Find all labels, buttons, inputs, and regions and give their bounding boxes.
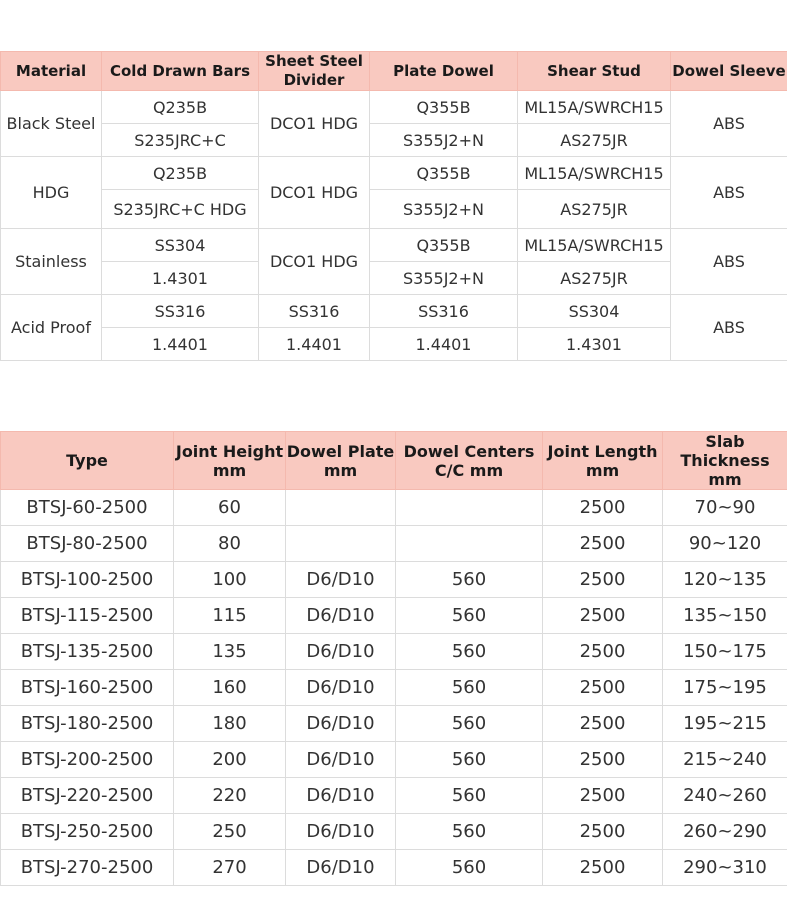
joint-length-cell: 2500 bbox=[543, 634, 663, 670]
cold-drawn-cell: Q235B bbox=[102, 91, 259, 124]
dowel-centers-cell: 560 bbox=[396, 850, 543, 886]
cold-drawn-cell: 1.4401 bbox=[102, 328, 259, 361]
slab-thickness-cell: 290~310 bbox=[663, 850, 787, 886]
header-cold-drawn-bars: Cold Drawn Bars bbox=[102, 52, 259, 91]
dowel-centers-cell: 560 bbox=[396, 814, 543, 850]
table-row bbox=[1, 706, 787, 742]
table-row bbox=[1, 778, 787, 814]
dowel-plate-cell: D6/D10 bbox=[286, 670, 396, 706]
plate-dowel-cell: Q355B bbox=[370, 157, 518, 190]
shear-stud-cell: ML15A/SWRCH15 bbox=[518, 229, 671, 262]
slab-thickness-cell: 175~195 bbox=[663, 670, 787, 706]
dowel-centers-cell: 560 bbox=[396, 634, 543, 670]
shear-stud-cell: AS275JR bbox=[518, 190, 671, 229]
header-joint-height: Joint Height mm bbox=[174, 432, 286, 490]
type-cell: BTSJ-135-2500 bbox=[1, 634, 174, 670]
header-sheet-steel-divider: Sheet Steel Divider bbox=[259, 52, 370, 91]
plate-dowel-cell: 1.4401 bbox=[370, 328, 518, 361]
dowel-sleeve-cell: ABS bbox=[671, 295, 787, 361]
plate-dowel-cell: S355J2+N bbox=[370, 124, 518, 157]
dowel-centers-cell bbox=[396, 526, 543, 562]
dowel-centers-cell: 560 bbox=[396, 742, 543, 778]
dowel-centers-cell: 560 bbox=[396, 562, 543, 598]
joint-height-cell: 60 bbox=[174, 490, 286, 526]
joint-height-cell: 135 bbox=[174, 634, 286, 670]
slab-thickness-cell: 150~175 bbox=[663, 634, 787, 670]
joint-height-cell: 80 bbox=[174, 526, 286, 562]
table-row bbox=[1, 562, 787, 598]
joint-height-cell: 200 bbox=[174, 742, 286, 778]
type-cell: BTSJ-200-2500 bbox=[1, 742, 174, 778]
dowel-sleeve-cell: ABS bbox=[671, 229, 787, 295]
table-row bbox=[1, 262, 787, 295]
table-row bbox=[1, 598, 787, 634]
table-row bbox=[1, 742, 787, 778]
spec-table bbox=[0, 431, 787, 886]
sheet-steel-cell: DCO1 HDG bbox=[259, 157, 370, 229]
joint-height-cell: 220 bbox=[174, 778, 286, 814]
materials-table bbox=[0, 51, 787, 361]
shear-stud-cell: ML15A/SWRCH15 bbox=[518, 157, 671, 190]
table-row bbox=[1, 850, 787, 886]
sheet-steel-cell: 1.4401 bbox=[259, 328, 370, 361]
dowel-plate-cell: D6/D10 bbox=[286, 562, 396, 598]
plate-dowel-cell: S355J2+N bbox=[370, 190, 518, 229]
table-row bbox=[1, 229, 787, 262]
dowel-plate-cell: D6/D10 bbox=[286, 598, 396, 634]
cold-drawn-cell: SS316 bbox=[102, 295, 259, 328]
shear-stud-cell: AS275JR bbox=[518, 124, 671, 157]
table-row bbox=[1, 157, 787, 190]
dowel-centers-cell: 560 bbox=[396, 598, 543, 634]
slab-thickness-cell: 90~120 bbox=[663, 526, 787, 562]
material-cell: Stainless bbox=[1, 229, 102, 295]
shear-stud-cell: AS275JR bbox=[518, 262, 671, 295]
material-cell: Acid Proof bbox=[1, 295, 102, 361]
dowel-plate-cell: D6/D10 bbox=[286, 814, 396, 850]
cold-drawn-cell: S235JRC+C HDG bbox=[102, 190, 259, 229]
joint-height-cell: 100 bbox=[174, 562, 286, 598]
dowel-sleeve-cell: ABS bbox=[671, 91, 787, 157]
type-cell: BTSJ-60-2500 bbox=[1, 490, 174, 526]
header-plate-dowel: Plate Dowel bbox=[370, 52, 518, 91]
joint-height-cell: 115 bbox=[174, 598, 286, 634]
type-cell: BTSJ-180-2500 bbox=[1, 706, 174, 742]
joint-length-cell: 2500 bbox=[543, 814, 663, 850]
dowel-plate-cell: D6/D10 bbox=[286, 742, 396, 778]
slab-thickness-cell: 135~150 bbox=[663, 598, 787, 634]
joint-height-cell: 160 bbox=[174, 670, 286, 706]
type-cell: BTSJ-100-2500 bbox=[1, 562, 174, 598]
type-cell: BTSJ-220-2500 bbox=[1, 778, 174, 814]
table-row bbox=[1, 526, 787, 562]
header-joint-length: Joint Length mm bbox=[543, 432, 663, 490]
joint-length-cell: 2500 bbox=[543, 490, 663, 526]
dowel-plate-cell bbox=[286, 526, 396, 562]
joint-length-cell: 2500 bbox=[543, 706, 663, 742]
material-cell: HDG bbox=[1, 157, 102, 229]
sheet-steel-cell: SS316 bbox=[259, 295, 370, 328]
joint-length-cell: 2500 bbox=[543, 778, 663, 814]
slab-thickness-cell: 260~290 bbox=[663, 814, 787, 850]
type-cell: BTSJ-115-2500 bbox=[1, 598, 174, 634]
materials-header-row bbox=[1, 52, 787, 91]
type-cell: BTSJ-80-2500 bbox=[1, 526, 174, 562]
joint-height-cell: 270 bbox=[174, 850, 286, 886]
spec-table-body bbox=[1, 490, 787, 886]
cold-drawn-cell: S235JRC+C bbox=[102, 124, 259, 157]
header-type: Type bbox=[1, 432, 174, 490]
type-cell: BTSJ-250-2500 bbox=[1, 814, 174, 850]
cold-drawn-cell: Q235B bbox=[102, 157, 259, 190]
cold-drawn-cell: 1.4301 bbox=[102, 262, 259, 295]
slab-thickness-cell: 240~260 bbox=[663, 778, 787, 814]
dowel-sleeve-cell: ABS bbox=[671, 157, 787, 229]
spec-header-row bbox=[1, 432, 787, 490]
slab-thickness-cell: 120~135 bbox=[663, 562, 787, 598]
header-dowel-plate: Dowel Plate mm bbox=[286, 432, 396, 490]
table-row bbox=[1, 190, 787, 229]
joint-height-cell: 180 bbox=[174, 706, 286, 742]
plate-dowel-cell: Q355B bbox=[370, 91, 518, 124]
joint-height-cell: 250 bbox=[174, 814, 286, 850]
joint-length-cell: 2500 bbox=[543, 562, 663, 598]
header-shear-stud: Shear Stud bbox=[518, 52, 671, 91]
table-row bbox=[1, 670, 787, 706]
table-row bbox=[1, 634, 787, 670]
header-slab-thickness: Slab Thickness mm bbox=[663, 432, 787, 490]
plate-dowel-cell: SS316 bbox=[370, 295, 518, 328]
table-row bbox=[1, 91, 787, 124]
dowel-centers-cell: 560 bbox=[396, 706, 543, 742]
joint-length-cell: 2500 bbox=[543, 742, 663, 778]
dowel-centers-cell bbox=[396, 490, 543, 526]
slab-thickness-cell: 215~240 bbox=[663, 742, 787, 778]
header-dowel-sleeve: Dowel Sleeve bbox=[671, 52, 787, 91]
shear-stud-cell: ML15A/SWRCH15 bbox=[518, 91, 671, 124]
joint-length-cell: 2500 bbox=[543, 670, 663, 706]
dowel-plate-cell bbox=[286, 490, 396, 526]
dowel-plate-cell: D6/D10 bbox=[286, 706, 396, 742]
cold-drawn-cell: SS304 bbox=[102, 229, 259, 262]
joint-length-cell: 2500 bbox=[543, 850, 663, 886]
slab-thickness-cell: 195~215 bbox=[663, 706, 787, 742]
slab-thickness-cell: 70~90 bbox=[663, 490, 787, 526]
dowel-plate-cell: D6/D10 bbox=[286, 634, 396, 670]
dowel-plate-cell: D6/D10 bbox=[286, 778, 396, 814]
type-cell: BTSJ-270-2500 bbox=[1, 850, 174, 886]
table-row bbox=[1, 328, 787, 361]
joint-length-cell: 2500 bbox=[543, 526, 663, 562]
table-row bbox=[1, 814, 787, 850]
plate-dowel-cell: S355J2+N bbox=[370, 262, 518, 295]
dowel-plate-cell: D6/D10 bbox=[286, 850, 396, 886]
sheet-steel-cell: DCO1 HDG bbox=[259, 91, 370, 157]
table-row bbox=[1, 490, 787, 526]
dowel-centers-cell: 560 bbox=[396, 778, 543, 814]
shear-stud-cell: SS304 bbox=[518, 295, 671, 328]
type-cell: BTSJ-160-2500 bbox=[1, 670, 174, 706]
table-row bbox=[1, 124, 787, 157]
sheet-steel-cell: DCO1 HDG bbox=[259, 229, 370, 295]
dowel-centers-cell: 560 bbox=[396, 670, 543, 706]
joint-length-cell: 2500 bbox=[543, 598, 663, 634]
table-row bbox=[1, 295, 787, 328]
header-dowel-centers: Dowel Centers C/C mm bbox=[396, 432, 543, 490]
shear-stud-cell: 1.4301 bbox=[518, 328, 671, 361]
header-material: Material bbox=[1, 52, 102, 91]
plate-dowel-cell: Q355B bbox=[370, 229, 518, 262]
material-cell: Black Steel bbox=[1, 91, 102, 157]
